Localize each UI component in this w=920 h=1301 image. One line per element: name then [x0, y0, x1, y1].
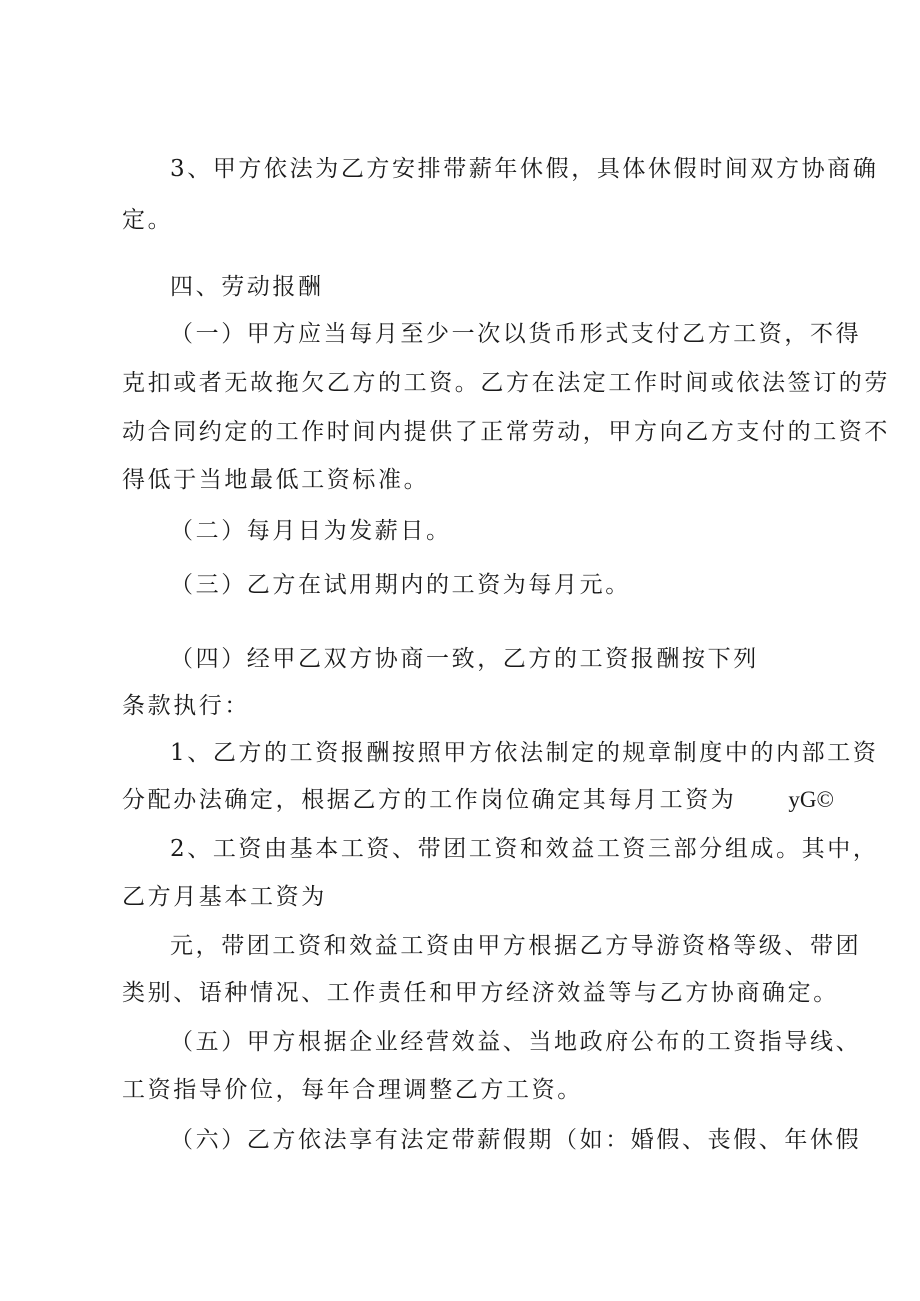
paragraph-line-text: 分配办法确定，根据乙方的工作岗位确定其每月工资为 — [122, 787, 737, 813]
paragraph-line: 定。 — [122, 207, 174, 233]
paragraph-line: 类别、语种情况、工作责任和甲方经济效益等与乙方协商确定。 — [122, 980, 839, 1006]
paragraph-line: （五）甲方根据企业经营效益、当地政府公布的工资指导线、 — [170, 1029, 862, 1055]
paragraph-line: 动合同约定的工作时间内提供了正常劳动，甲方向乙方支付的工资不 — [122, 419, 890, 445]
stray-mark: yG© — [788, 787, 834, 812]
paragraph-line: （三）乙方在试用期内的工资为每月元。 — [170, 572, 631, 598]
paragraph-line: 克扣或者无故拖欠乙方的工资。乙方在法定工作时间或依法签订的劳 — [122, 370, 890, 396]
paragraph-line: 3、甲方依法为乙方安排带薪年休假，具体休假时间双方协商确 — [170, 156, 879, 182]
paragraph-line: （二）每月日为发薪日。 — [170, 518, 452, 544]
paragraph-line-with-mark — [0, 780, 920, 820]
paragraph-line: （一）甲方应当每月至少一次以货币形式支付乙方工资，不得 — [170, 321, 862, 347]
section-heading: 四、劳动报酬 — [170, 274, 324, 300]
paragraph-line: 1、乙方的工资报酬按照甲方依法制定的规章制度中的内部工资 — [170, 740, 879, 766]
paragraph-line: 2、工资由基本工资、带团工资和效益工资三部分组成。其中， — [170, 836, 879, 862]
paragraph-line: 条款执行： — [122, 693, 250, 719]
paragraph-line: 乙方月基本工资为 — [122, 884, 327, 910]
paragraph-line: 工资指导价位，每年合理调整乙方工资。 — [122, 1077, 583, 1103]
paragraph-line: （四）经甲乙双方协商一致，乙方的工资报酬按下列 — [170, 646, 759, 672]
paragraph-line: 元，带团工资和效益工资由甲方根据乙方导游资格等级、带团 — [170, 933, 862, 959]
paragraph-line: （六）乙方依法享有法定带薪假期（如：婚假、丧假、年休假 — [170, 1127, 862, 1153]
paragraph-line: 得低于当地最低工资标准。 — [122, 467, 430, 493]
